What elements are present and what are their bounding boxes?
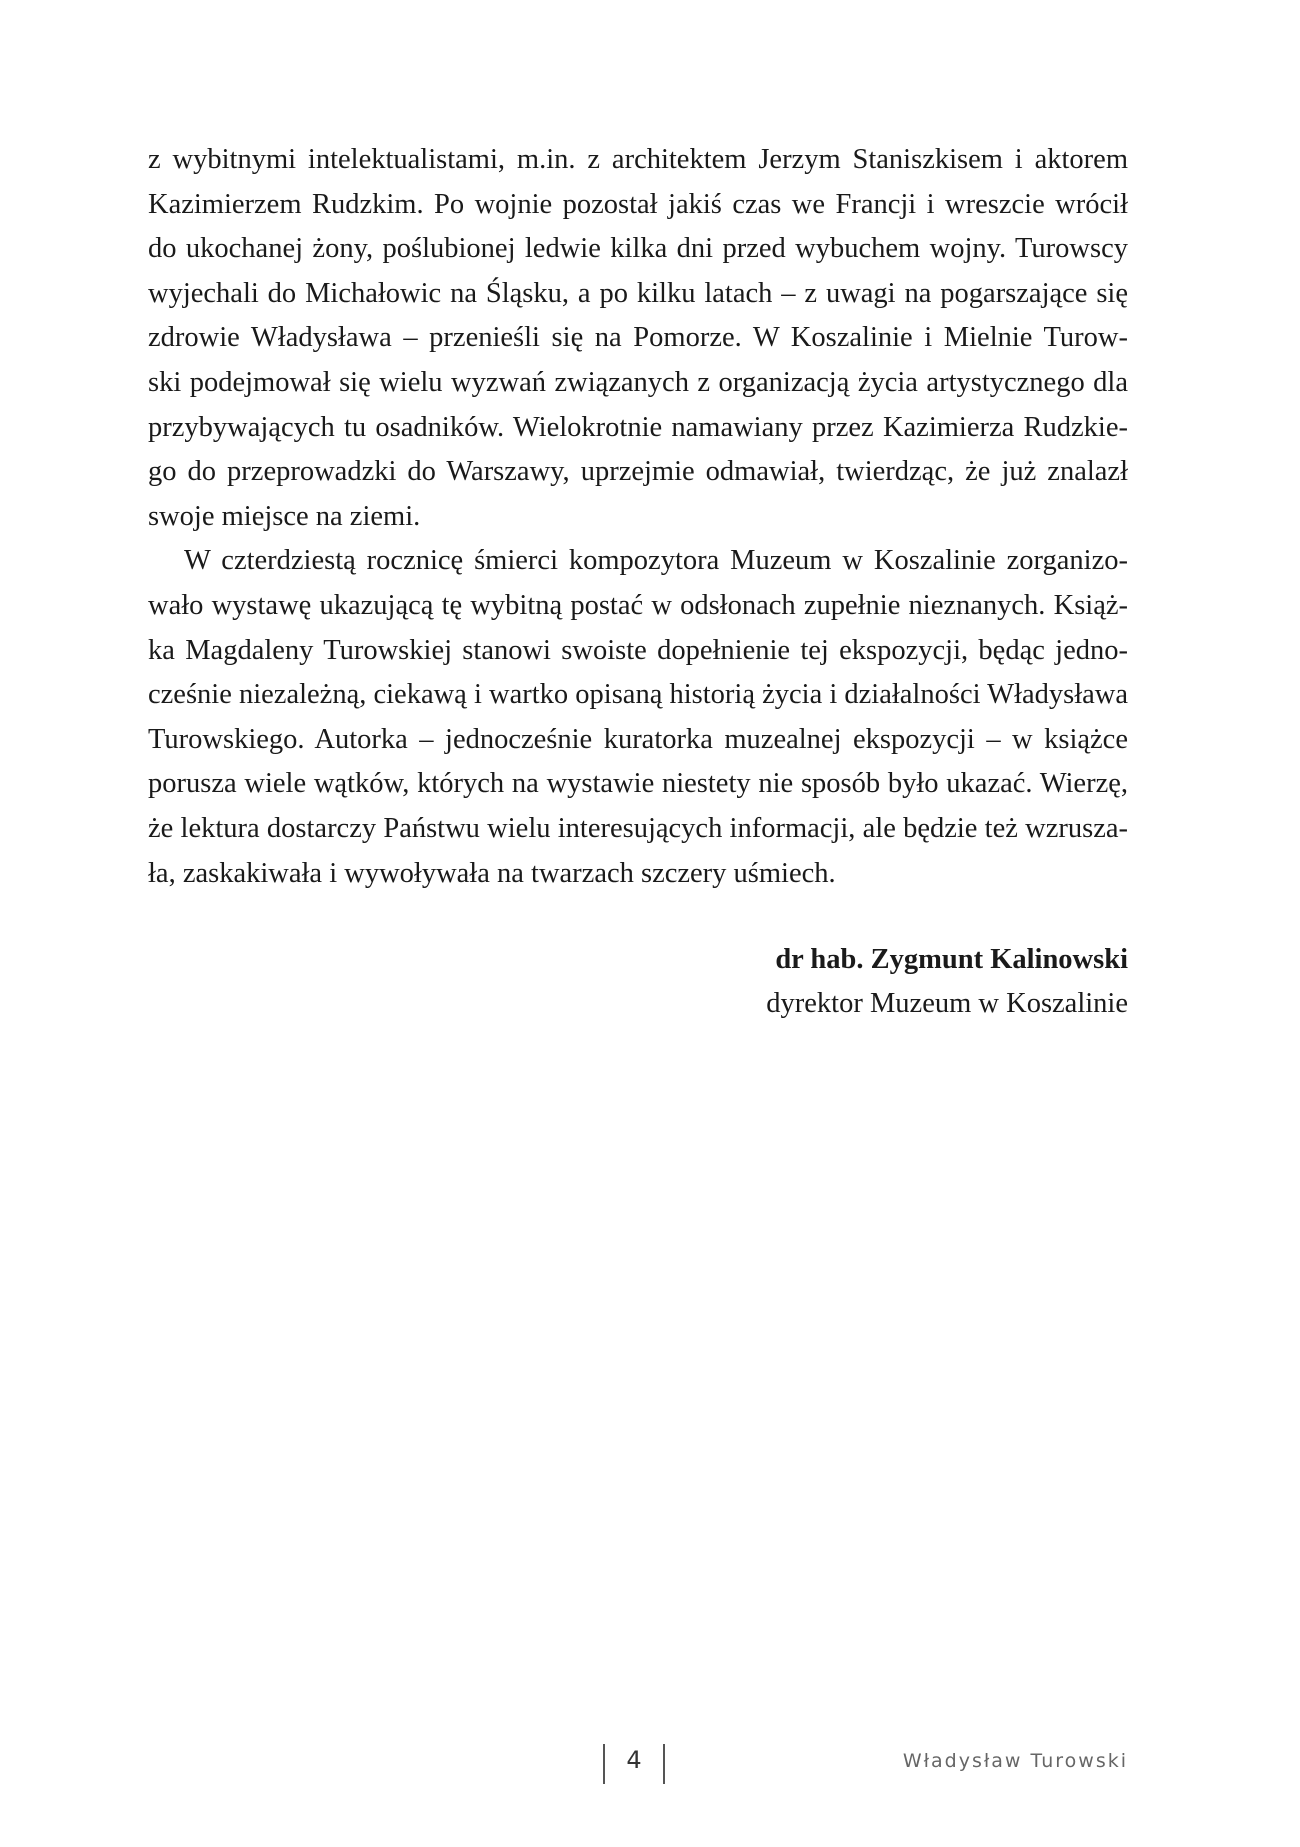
text-line: go do przeprowadzki do Warszawy, uprzejmie odmawiał, twierdząc, że już znalazł xyxy=(148,456,1128,488)
text-line: swoje miejsce na ziemi. xyxy=(148,500,421,532)
text-line: cześnie niezależną, ciekawą i wartko opisaną historią życia i działalności Władysława xyxy=(148,679,1128,711)
page-number-divider-left xyxy=(603,1744,605,1784)
text-line: z wybitnymi intelektualistami, m.in. z architektem Jerzym Staniszkisem i aktorem xyxy=(148,144,1128,175)
text-line: ła, zaskakiwała i wywoływała na twarzach szczery uśmiech. xyxy=(148,857,836,889)
text-line: Kazimierzem Rudzkim. Po wojnie pozostał jakiś czas we Francji i wreszcie wrócił xyxy=(148,188,1128,220)
signature-block xyxy=(766,938,1128,1026)
text-line: ka Magdaleny Turowskiej stanowi swoiste dopełnienie tej ekspozycji, będąc jedno- xyxy=(148,634,1128,666)
body-text xyxy=(148,138,1128,896)
text-line: wało wystawę ukazującą tę wybitną postać w odsłonach zupełnie nieznanych. Książ- xyxy=(148,589,1128,621)
text-line: W czterdziestą rocznicę śmierci kompozytora Muzeum w Koszalinie zorganizo- xyxy=(184,545,1128,577)
text-line: Turowskiego. Autorka – jednocześnie kuratorka muzealnej ekspozycji – w książce xyxy=(148,723,1128,755)
text-line: zdrowie Władysława – przenieśli się na Pomorze. W Koszalinie i Mielnie Turow- xyxy=(148,322,1128,354)
text-line: że lektura dostarczy Państwu wielu interesujących informacji, ale będzie też wzrusza- xyxy=(148,812,1128,844)
text-line: do ukochanej żony, poślubionej ledwie kilka dni przed wybuchem wojny. Turowscy xyxy=(148,233,1128,265)
paragraph-2 xyxy=(148,539,1128,896)
text-line: ski podejmował się wielu wyzwań związanych z organizacją życia artystycznego dla xyxy=(148,366,1128,398)
signature-role: dyrektor Muzeum w Koszalinie xyxy=(766,988,1128,1019)
text-line: przybywających tu osadników. Wielokrotnie namawiany przez Kazimierza Rudzkie- xyxy=(148,411,1128,443)
signature-name: dr hab. Zygmunt Kalinowski xyxy=(775,944,1128,975)
running-title: Władysław Turowski xyxy=(902,1750,1128,1772)
text-line: wyjechali do Michałowic na Śląsku, a po kilku latach – z uwagi na pogarszające się xyxy=(148,277,1128,309)
page-number-divider-right xyxy=(663,1744,665,1784)
text-line: porusza wiele wątków, których na wystawie niestety nie sposób było ukazać. Wierzę, xyxy=(148,768,1128,800)
page-footer xyxy=(0,1740,1300,1786)
paragraph-1 xyxy=(148,138,1128,539)
page-number: 4 xyxy=(626,1746,642,1774)
